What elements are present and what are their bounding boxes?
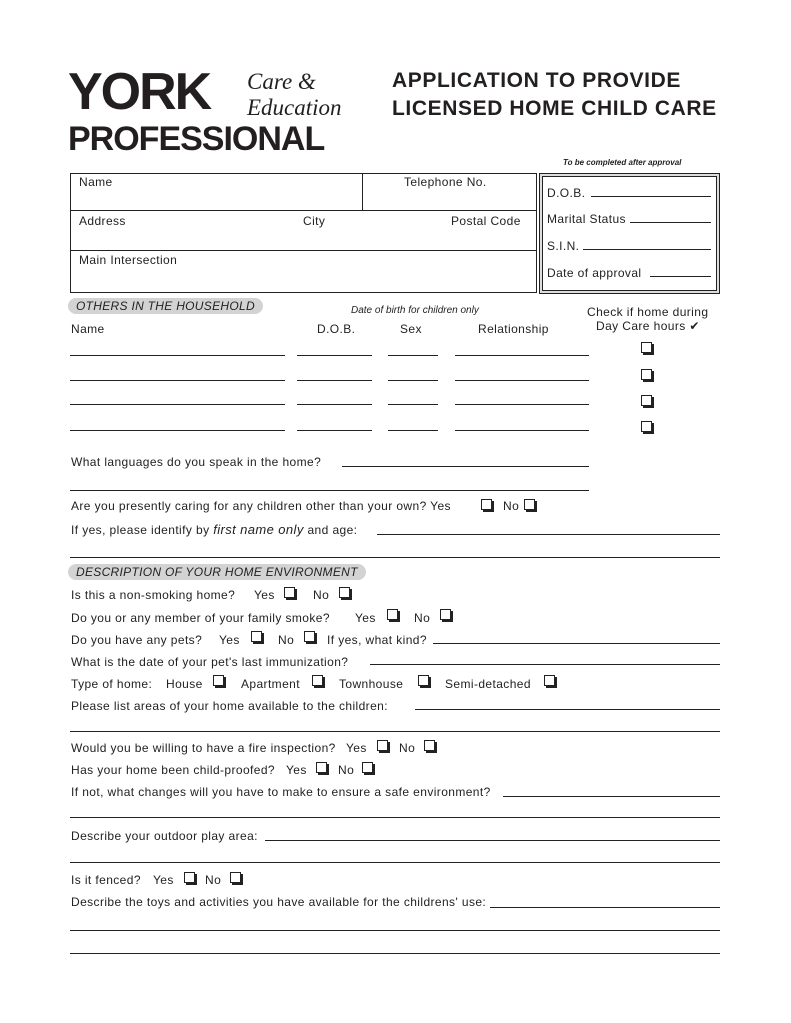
caring-others-label: Are you presently caring for any children other than your own? Yes: [71, 499, 451, 513]
if-yes-italic: first name only: [213, 522, 304, 537]
household-row-1-relationship[interactable]: [455, 355, 589, 356]
family-smoke-yes-label: Yes: [355, 611, 376, 625]
type-of-home-label: Type of home:: [71, 677, 153, 691]
household-row-1-sex[interactable]: [388, 355, 438, 356]
family-smoke-no-checkbox[interactable]: [440, 609, 451, 620]
postal-code-field[interactable]: Postal Code: [451, 214, 521, 228]
if-yes-label: [71, 522, 357, 537]
child-proofed-yes-checkbox[interactable]: [316, 762, 327, 773]
pets-no-label: No: [278, 633, 295, 647]
if-yes-suffix: and age:: [307, 523, 358, 537]
household-row-2-checkbox[interactable]: [641, 369, 652, 380]
check-note-line2: Day Care hours ✔: [596, 319, 700, 333]
approval-sin: S.I.N.: [547, 239, 580, 253]
household-row-1-checkbox[interactable]: [641, 342, 652, 353]
dob-note: Date of birth for children only: [351, 305, 479, 316]
non-smoking-no-label: No: [313, 588, 330, 602]
apartment-label: Apartment: [241, 677, 300, 691]
name-field[interactable]: Name: [79, 175, 113, 189]
col-name: Name: [71, 322, 105, 336]
family-smoke-label: Do you or any member of your family smoke?: [71, 611, 330, 625]
child-proofed-no-label: No: [338, 763, 355, 777]
telephone-field[interactable]: Telephone No.: [404, 175, 487, 189]
caring-others-no-checkbox[interactable]: [524, 499, 535, 510]
logo-care: Care &: [247, 69, 316, 94]
household-row-4-dob[interactable]: [297, 430, 372, 431]
house-label: House: [166, 677, 203, 691]
applicant-box: [70, 173, 537, 293]
house-checkbox[interactable]: [213, 675, 224, 686]
household-row-2-name[interactable]: [70, 380, 285, 381]
outdoor-input-1[interactable]: [265, 840, 720, 841]
household-row-3-checkbox[interactable]: [641, 395, 652, 406]
family-smoke-no-label: No: [414, 611, 431, 625]
fire-inspection-no-label: No: [399, 741, 416, 755]
fenced-yes-label: Yes: [153, 873, 174, 887]
fenced-no-checkbox[interactable]: [230, 872, 241, 883]
child-proofed-no-checkbox[interactable]: [362, 762, 373, 773]
household-row-4-checkbox[interactable]: [641, 421, 652, 432]
pets-yes-label: Yes: [219, 633, 240, 647]
non-smoking-no-checkbox[interactable]: [339, 587, 350, 598]
logo-education: Education: [247, 95, 342, 120]
semi-detached-label: Semi-detached: [445, 677, 531, 691]
pet-immunization-input[interactable]: [370, 664, 720, 665]
col-relationship: Relationship: [478, 322, 549, 336]
pets-kind-input[interactable]: [433, 643, 720, 644]
environment-heading: DESCRIPTION OF YOUR HOME ENVIRONMENT: [68, 564, 366, 580]
household-row-2-relationship[interactable]: [455, 380, 589, 381]
if-yes-input-1[interactable]: [377, 534, 720, 535]
household-row-1-dob[interactable]: [297, 355, 372, 356]
changes-input-2[interactable]: [70, 817, 720, 818]
household-heading: OTHERS IN THE HOUSEHOLD: [68, 298, 263, 314]
toys-input-2[interactable]: [70, 930, 720, 931]
household-row-2-sex[interactable]: [388, 380, 438, 381]
fire-inspection-no-checkbox[interactable]: [424, 740, 435, 751]
non-smoking-yes-label: Yes: [254, 588, 275, 602]
household-row-4-name[interactable]: [70, 430, 285, 431]
main-intersection-field[interactable]: Main Intersection: [79, 253, 178, 267]
fenced-label: Is it fenced?: [71, 873, 141, 887]
approval-marital-status: Marital Status: [547, 212, 626, 226]
non-smoking-label: Is this a non-smoking home?: [71, 588, 236, 602]
col-dob: D.O.B.: [317, 322, 356, 336]
if-yes-input-2[interactable]: [70, 557, 720, 558]
household-row-4-sex[interactable]: [388, 430, 438, 431]
household-row-2-dob[interactable]: [297, 380, 372, 381]
family-smoke-yes-checkbox[interactable]: [387, 609, 398, 620]
areas-label: Please list areas of your home available to the children:: [71, 699, 388, 713]
approval-dob: D.O.B.: [547, 186, 586, 200]
col-sex: Sex: [400, 322, 422, 336]
check-note-line1: Check if home during: [587, 305, 709, 319]
household-row-3-name[interactable]: [70, 404, 285, 405]
form-title-line2: LICENSED HOME CHILD CARE: [392, 97, 717, 120]
toys-label: Describe the toys and activities you have available for the childrens' use:: [71, 895, 487, 909]
languages-input-1[interactable]: [342, 466, 589, 467]
logo-professional: PROFESSIONAL: [68, 120, 325, 158]
form-title-line1: APPLICATION TO PROVIDE: [392, 69, 681, 92]
pets-yes-checkbox[interactable]: [251, 631, 262, 642]
languages-label: What languages do you speak in the home?: [71, 455, 322, 469]
toys-input-3[interactable]: [70, 953, 720, 954]
child-proofed-label: Has your home been child-proofed?: [71, 763, 275, 777]
household-row-3-dob[interactable]: [297, 404, 372, 405]
non-smoking-yes-checkbox[interactable]: [284, 587, 295, 598]
caring-others-yes-checkbox[interactable]: [481, 499, 492, 510]
household-row-3-relationship[interactable]: [455, 404, 589, 405]
pets-label: Do you have any pets?: [71, 633, 203, 647]
if-yes-prefix: If yes, please identify by: [71, 523, 210, 537]
semi-detached-checkbox[interactable]: [544, 675, 555, 686]
pet-immunization-label: What is the date of your pet's last immunization?: [71, 655, 349, 669]
logo-york: YORK: [68, 63, 211, 121]
household-row-1-name[interactable]: [70, 355, 285, 356]
caring-others-no-label: No: [503, 499, 520, 513]
changes-input-1[interactable]: [503, 796, 720, 797]
fenced-yes-checkbox[interactable]: [184, 872, 195, 883]
child-proofed-yes-label: Yes: [286, 763, 307, 777]
changes-label: If not, what changes will you have to make to ensure a safe environment?: [71, 785, 491, 799]
townhouse-label: Townhouse: [339, 677, 404, 691]
pets-no-checkbox[interactable]: [304, 631, 315, 642]
address-field[interactable]: Address: [79, 214, 126, 228]
fire-inspection-yes-checkbox[interactable]: [377, 740, 388, 751]
fire-inspection-label: Would you be willing to have a fire inspection?: [71, 741, 336, 755]
fenced-no-label: No: [205, 873, 222, 887]
townhouse-checkbox[interactable]: [418, 675, 429, 686]
household-row-4-relationship[interactable]: [455, 430, 589, 431]
city-field[interactable]: City: [303, 214, 326, 228]
areas-input-2[interactable]: [70, 731, 720, 732]
approval-date: Date of approval: [547, 266, 642, 280]
approval-note: To be completed after approval: [563, 158, 682, 167]
household-row-3-sex[interactable]: [388, 404, 438, 405]
outdoor-input-2[interactable]: [70, 862, 720, 863]
pets-kind-label: If yes, what kind?: [327, 633, 427, 647]
languages-input-2[interactable]: [70, 490, 589, 491]
fire-inspection-yes-label: Yes: [346, 741, 367, 755]
toys-input-1[interactable]: [490, 907, 720, 908]
apartment-checkbox[interactable]: [312, 675, 323, 686]
outdoor-label: Describe your outdoor play area:: [71, 829, 258, 843]
areas-input-1[interactable]: [415, 709, 720, 710]
